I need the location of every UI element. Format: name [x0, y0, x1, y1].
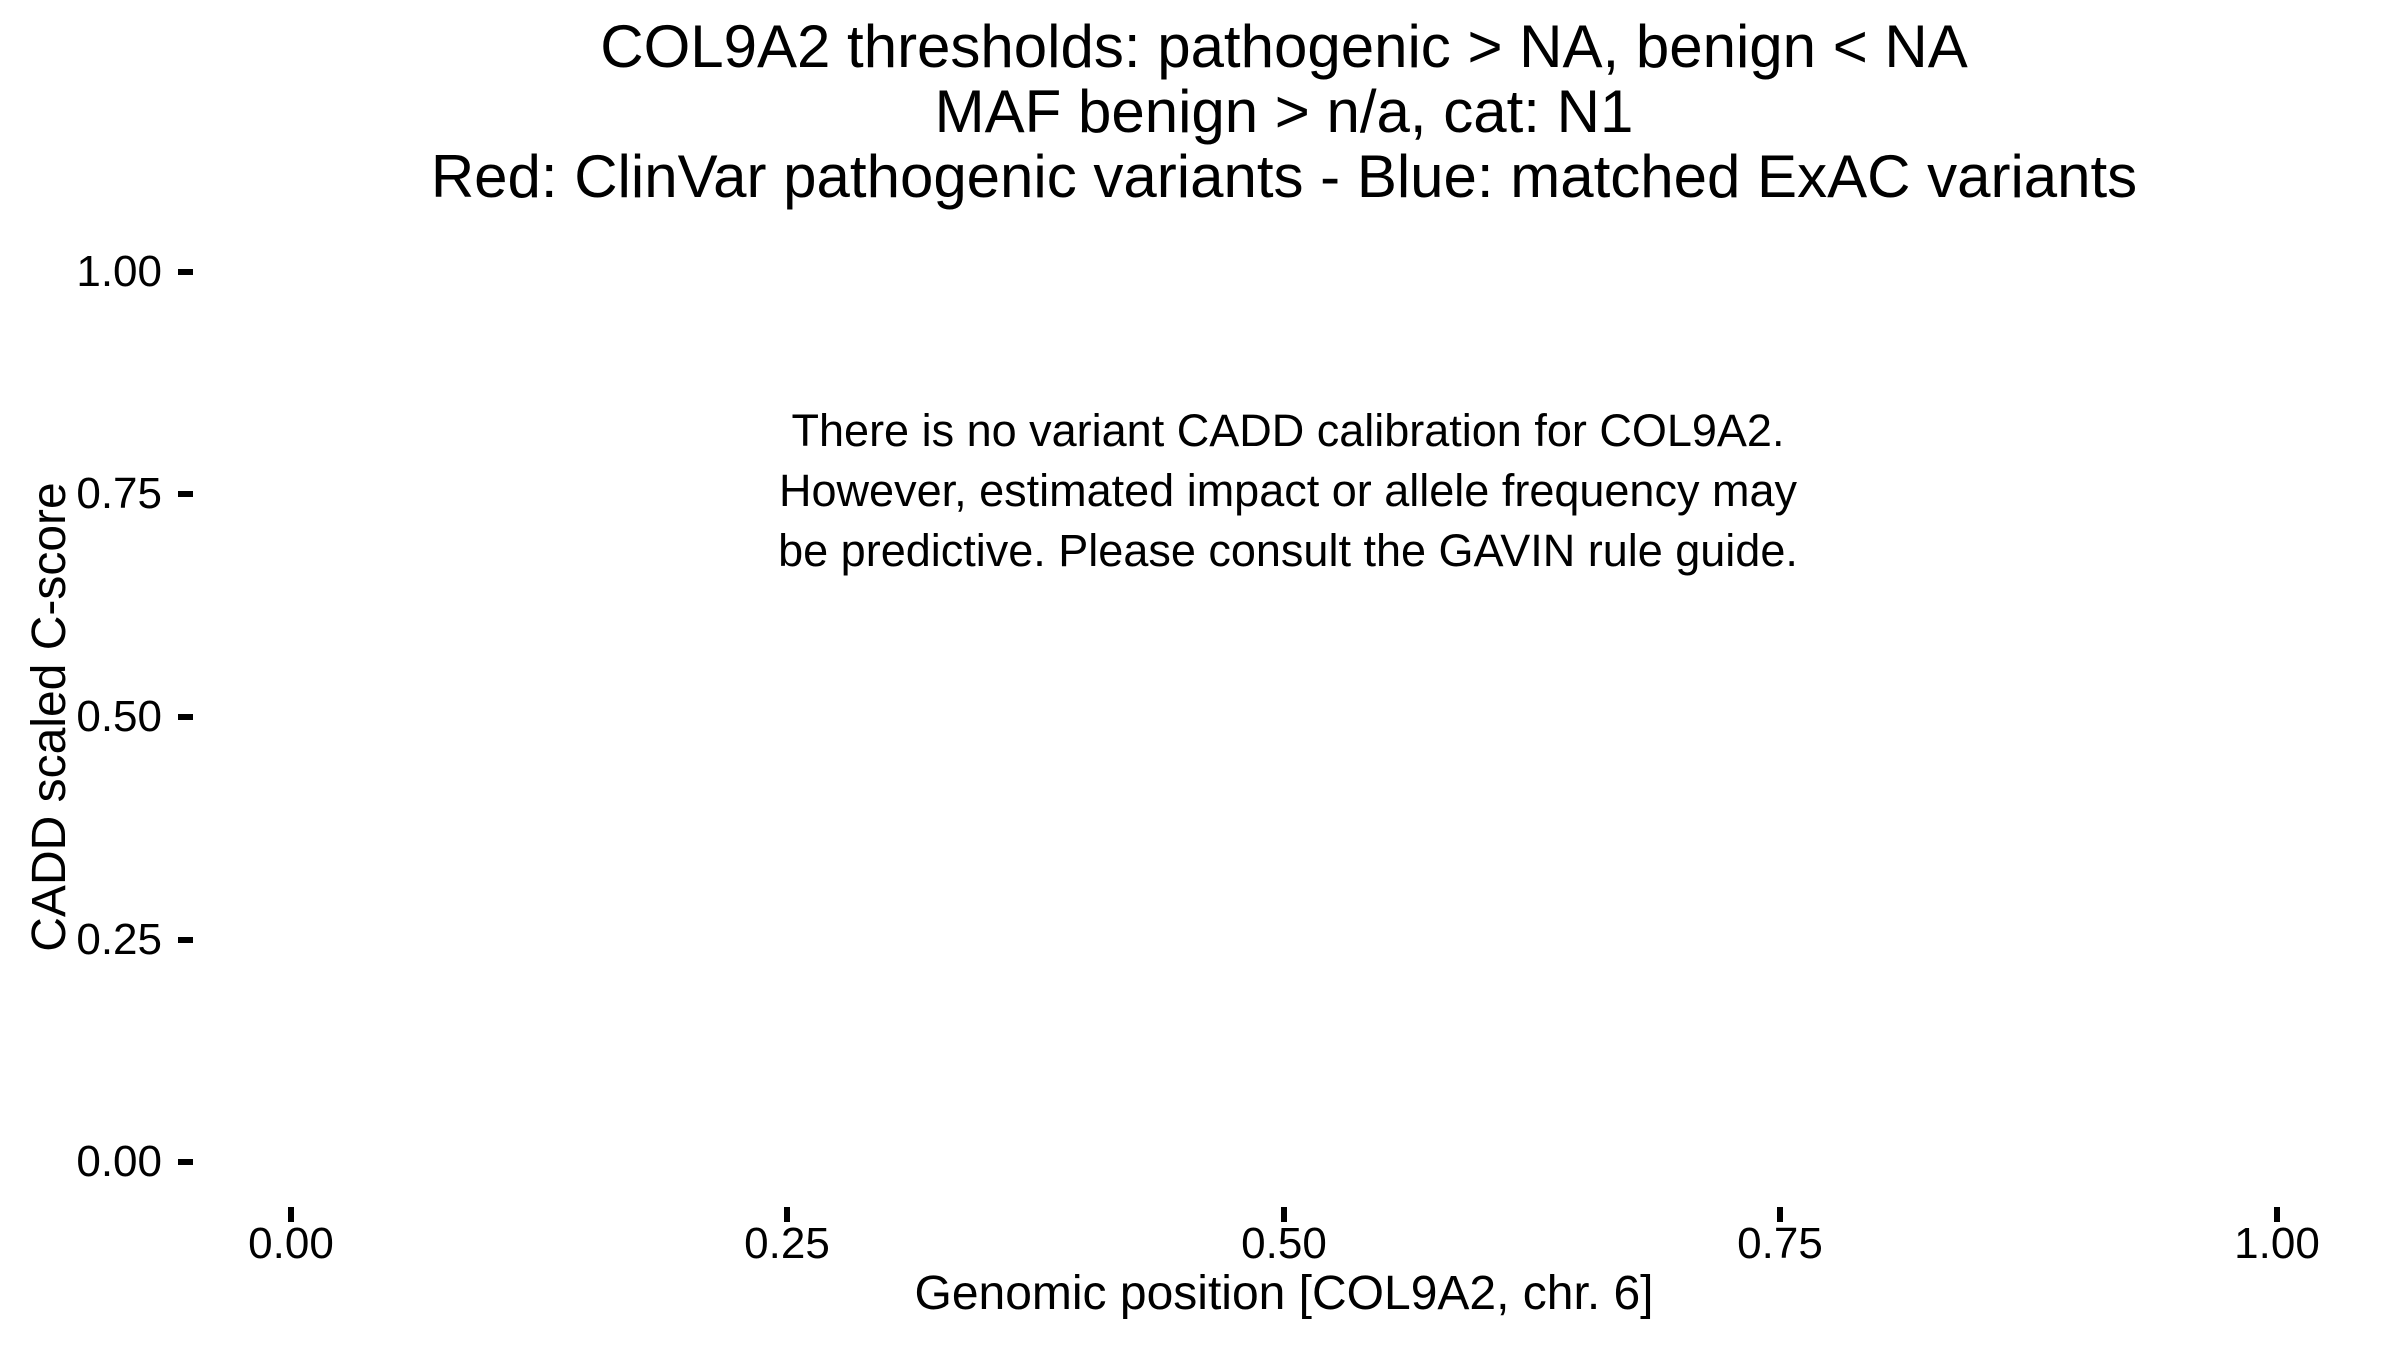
y-tick-mark: [178, 491, 193, 497]
y-tick-label-1.00: 1.00: [76, 247, 162, 296]
x-tick-label-0.25: 0.25: [744, 1219, 830, 1268]
y-tick-mark: [178, 1159, 193, 1165]
annotation-line-3: be predictive. Please consult the GAVIN rule guide.: [778, 525, 1798, 576]
chart-title-line-3: Red: ClinVar pathogenic variants - Blue: matched ExAC variants: [430, 143, 2138, 210]
panel-annotation: [588, 401, 1988, 581]
y-tick-label-0.00: 0.00: [76, 1137, 162, 1186]
annotation-line-2: However, estimated impact or allele frequency may: [779, 465, 1797, 516]
plot-panel: [193, 228, 2377, 1207]
y-tick-label-0.25: 0.25: [76, 915, 162, 964]
y-tick-mark: [178, 269, 193, 275]
x-tick-label-0.50: 0.50: [1241, 1219, 1327, 1268]
x-tick-label-0.75: 0.75: [1737, 1219, 1823, 1268]
x-tick-label-1.00: 1.00: [2234, 1219, 2320, 1268]
x-axis-title: Genomic position [COL9A2, chr. 6]: [914, 1267, 1654, 1320]
y-tick-label-0.50: 0.50: [76, 692, 162, 741]
y-tick-mark: [178, 714, 193, 720]
chart-title-line-2: MAF benign > n/a, cat: N1: [934, 78, 1634, 145]
y-tick-mark: [178, 937, 193, 943]
annotation-line-1: There is no variant CADD calibration for COL9A2.: [791, 405, 1785, 456]
y-axis-title: CADD scaled C-score: [23, 482, 76, 952]
chart-title: [284, 14, 2284, 209]
chart-title-line-1: COL9A2 thresholds: pathogenic > NA, benign < NA: [600, 13, 1968, 80]
x-tick-label-0.00: 0.00: [248, 1219, 334, 1268]
y-tick-label-0.75: 0.75: [76, 469, 162, 518]
